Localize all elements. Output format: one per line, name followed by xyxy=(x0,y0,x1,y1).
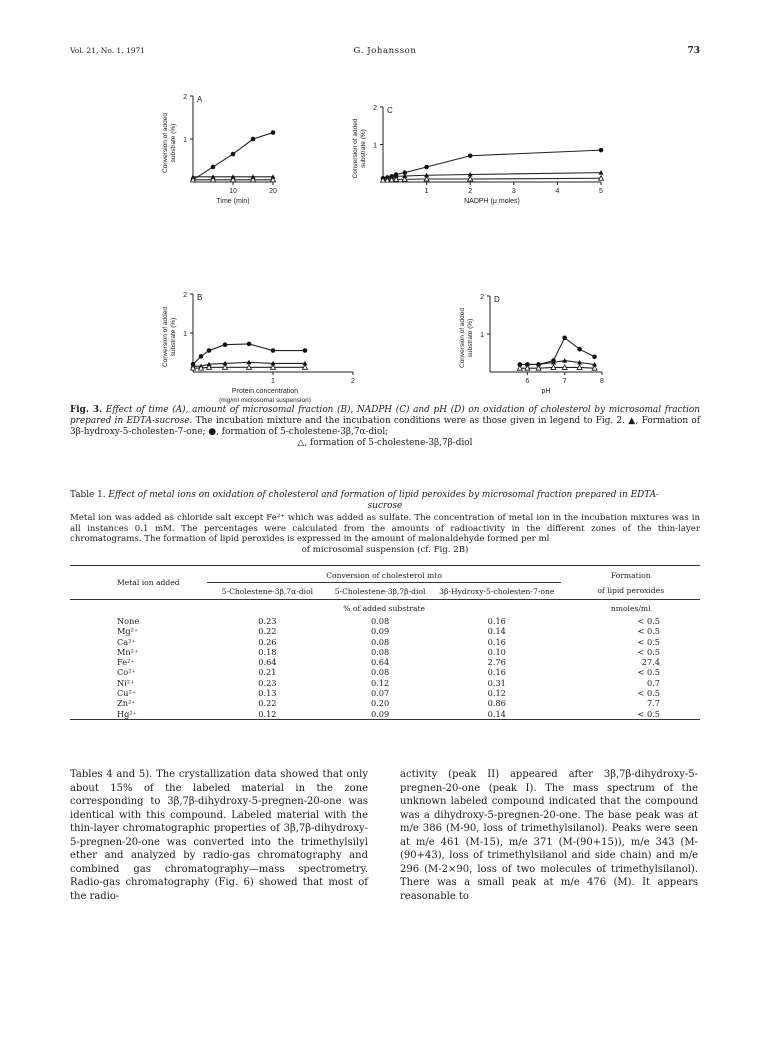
y-tick-label: 1 xyxy=(480,332,484,339)
x-tick-label: 1 xyxy=(271,378,275,385)
journal-volume: Vol. 21, No. 1, 1971 xyxy=(70,46,146,55)
cell-diol-7b: 0.09 xyxy=(370,708,390,719)
data-point-circle xyxy=(207,348,212,353)
cell-peroxides: < 0.5 xyxy=(637,636,660,647)
cell-ketone: 0.16 xyxy=(487,667,506,678)
table-title-text: Effect of metal ions on oxidation of cholesterol and formation of lipid peroxides by microsomal fraction prepared in EDTA- xyxy=(108,490,660,500)
cell-ion: Mn²⁺ xyxy=(117,646,139,657)
y-axis-sublabel-B: substrate (%) xyxy=(170,317,177,357)
table-row xyxy=(70,647,700,657)
x-axis-label-C: NADPH (μ moles) xyxy=(464,198,520,205)
page-number: 73 xyxy=(687,46,700,56)
cell-peroxides: 27.4 xyxy=(641,657,660,668)
cell-ketone: 0.10 xyxy=(487,646,506,657)
panel-letter-A: A xyxy=(197,95,203,104)
panel-letter-B: B xyxy=(197,293,203,302)
y-tick-label: 2 xyxy=(183,94,187,101)
x-tick-label: 6 xyxy=(525,378,530,385)
cell-ion: Fe²⁺ xyxy=(117,657,135,668)
data-point-circle xyxy=(592,355,597,360)
unit-nmol: nmoles/ml xyxy=(610,603,651,613)
y-tick-label: 1 xyxy=(183,137,187,144)
cell-diol-7b: 0.64 xyxy=(370,657,390,668)
x-tick-label: 7 xyxy=(562,378,567,385)
col-header-diol-7a: 5-Cholestene-3β,7α-diol xyxy=(207,583,328,600)
cell-ion: Cu²⁺ xyxy=(117,688,137,699)
cell-ion: Co²⁺ xyxy=(117,667,136,678)
table-row xyxy=(70,667,700,677)
table-row xyxy=(70,626,700,636)
table-legend-text: Metal ion was added as chloride salt except Fe²⁺ which was added as sulfate. The concentration of metal ion in the incubation mixtures was in all instances 0.1 mM. The percentages were calculated from the amounts of radioactivity in the different zones of the thin-layer chromatograms. The formation of lipid peroxides is expressed in the amount of malonaldehyde formed per ml xyxy=(70,513,700,545)
figure-caption xyxy=(70,405,700,449)
cell-diol-7b: 0.12 xyxy=(370,677,390,688)
y-tick-label: 2 xyxy=(373,105,377,112)
cell-diol-7a: 0.23 xyxy=(258,677,277,688)
cell-ion: None xyxy=(117,616,140,626)
table-row xyxy=(70,637,700,647)
cell-ion: Hg²⁺ xyxy=(117,708,137,719)
y-axis-label-D: Conversion of added xyxy=(459,308,466,368)
table-legend xyxy=(70,513,700,555)
cell-peroxides: < 0.5 xyxy=(637,667,660,678)
panel-letter-D: D xyxy=(494,295,500,304)
cell-diol-7a: 0.22 xyxy=(258,626,277,637)
col-header-formation-1: Formation xyxy=(610,570,651,580)
cell-peroxides: 7.7 xyxy=(646,698,660,709)
x-tick-label: 10 xyxy=(229,188,237,195)
cell-ketone: 0.16 xyxy=(487,616,506,626)
table-row xyxy=(70,688,700,698)
x-tick-label: 3 xyxy=(511,188,516,195)
x-tick-label: 4 xyxy=(555,188,560,195)
cell-ketone: 0.86 xyxy=(487,698,506,709)
caption-last-line: △, formation of 5-cholestene-3β,7β-diol xyxy=(297,438,473,448)
cell-peroxides: < 0.5 xyxy=(637,688,660,699)
y-axis-sublabel-C: substrate (%) xyxy=(360,129,367,168)
cell-ion: Zn²⁺ xyxy=(117,698,136,709)
cell-peroxides: < 0.5 xyxy=(637,646,660,657)
cell-ion: Ca²⁺ xyxy=(117,636,136,647)
data-point-circle xyxy=(468,153,473,158)
cell-ketone: 0.31 xyxy=(487,677,506,688)
cell-ketone: 0.14 xyxy=(487,708,506,719)
x-tick-label: 2 xyxy=(468,188,473,195)
table-row xyxy=(70,657,700,667)
table-row xyxy=(70,698,700,708)
cell-diol-7a: 0.18 xyxy=(258,646,277,657)
col-header-group: Conversion of cholesterol into xyxy=(326,570,442,580)
x-tick-label: 5 xyxy=(599,188,603,195)
y-axis-sublabel-D: substrate (%) xyxy=(467,318,474,358)
series-line-triangle xyxy=(520,361,595,365)
col-header-formation-2: of lipid peroxides xyxy=(597,586,665,596)
cell-diol-7a: 0.64 xyxy=(258,657,277,668)
series-line-circle xyxy=(520,338,595,365)
cell-diol-7b: 0.08 xyxy=(370,646,390,657)
data-point-circle xyxy=(211,165,216,170)
table-row xyxy=(70,709,700,720)
body-text-left: Tables 4 and 5). The crystallization data showed that only about 15% of the labeled material in the zone corresponding to 3β,7β-dihydroxy-5-pregnen-20-one was identical with this compound. Labeled material with the thin-layer chromatographic properties of 3β,7β-dihydroxy-5-pregnen-20-one was converted into the trimethylsilyl ether and analyzed by radio-gas chromatography and combined gas chromatography—mass spectrometry. Radio-gas chromatography (Fig. 6) showed that most of the radio- xyxy=(70,769,368,902)
series-line-open-triangle xyxy=(520,367,595,368)
author-name: G. Johansson xyxy=(353,46,417,56)
cell-diol-7a: 0.13 xyxy=(258,688,277,699)
cell-ketone: 0.14 xyxy=(487,626,506,637)
body-text-right: activity (peak II) appeared after 3β,7β-dihydroxy-5-pregnen-20-one (peak I). The mass spectrum of the unknown labeled compound indicated that the compound was a dihydroxy-5-pregnen-20-one. The base peak was at m/e 386 (M-90, loss of trimethylsilanol). Peaks were seen at m/e 461 (M-15), m/e 371 (M-(90+15)), m/e 343 (M-(90+43), loss of trimethylsilanol and side chain) and m/e 296 (M-2×90, loss of two molecules of trimethylsilanol). There was a small peak at m/e 476 (M). It appears reasonable to xyxy=(400,769,698,902)
metal-ion-table xyxy=(70,565,700,720)
table-legend-end: of microsomal suspension (cf. Fig. 2B) xyxy=(301,544,469,555)
cell-diol-7b: 0.09 xyxy=(370,626,390,637)
y-tick-label: 1 xyxy=(183,331,187,338)
cell-peroxides: 0.7 xyxy=(646,677,660,688)
y-tick-label: 2 xyxy=(480,294,484,301)
table-title-end: sucrose xyxy=(367,501,403,511)
cell-diol-7b: 0.07 xyxy=(370,688,390,699)
x-axis-label-D: pH xyxy=(541,388,551,395)
data-point-circle xyxy=(251,137,256,142)
x-tick-label: 20 xyxy=(269,188,277,195)
y-axis-sublabel-A: substrate (%) xyxy=(170,123,177,163)
cell-diol-7b: 0.08 xyxy=(370,616,390,626)
data-point-circle xyxy=(599,148,604,153)
x-tick-label: 2 xyxy=(351,378,355,385)
x-axis-sublabel-B: (mg/ml microsomal suspension) xyxy=(219,397,311,404)
cell-peroxides: < 0.5 xyxy=(637,708,660,719)
series-line-triangle xyxy=(383,173,601,178)
caption-label: Fig. 3. xyxy=(70,405,103,415)
cell-ketone: 0.16 xyxy=(487,636,506,647)
data-point-circle xyxy=(231,152,236,157)
data-point-circle xyxy=(303,348,308,353)
cell-diol-7b: 0.08 xyxy=(370,667,390,678)
y-tick-label: 2 xyxy=(183,292,187,299)
table-row xyxy=(70,616,700,626)
y-axis-label-C: Conversion of added xyxy=(352,118,359,179)
col-header-ion: Metal ion added xyxy=(117,578,180,587)
cell-diol-7a: 0.22 xyxy=(258,698,277,709)
cell-diol-7b: 0.20 xyxy=(370,698,390,709)
x-tick-label: 1 xyxy=(424,188,429,195)
col-header-ketone: 3β-Hydroxy-5-cholesten-7-one xyxy=(432,583,561,600)
cell-ion: Ni²⁺ xyxy=(117,677,135,688)
table-title xyxy=(70,490,700,512)
cell-diol-7b: 0.08 xyxy=(370,636,390,647)
caption-text: The incubation mixture and the incubation conditions were as those given in legend to Fig. 2. ▲, Formation of 3β-hydroxy-5-cholesten-7-one; ●, formation of 5-cholestene-3β,7α-diol; xyxy=(70,416,700,437)
cell-diol-7a: 0.21 xyxy=(258,667,277,678)
y-axis-label-B: Conversion of added xyxy=(162,307,169,367)
cell-peroxides: < 0.5 xyxy=(637,626,660,637)
panel-letter-C: C xyxy=(387,106,393,115)
x-axis-label-A: Time (min) xyxy=(216,198,250,205)
data-point-circle xyxy=(199,354,204,359)
table-row xyxy=(70,678,700,688)
y-tick-label: 1 xyxy=(373,142,377,150)
series-line-open-triangle xyxy=(383,178,601,180)
cell-diol-7a: 0.23 xyxy=(258,616,277,626)
cell-ketone: 0.12 xyxy=(487,688,506,699)
col-header-diol-7b: 5-Cholestene-3β,7β-diol xyxy=(328,583,432,600)
y-axis-label-A: Conversion of added xyxy=(162,113,169,173)
data-point-circle xyxy=(247,342,252,347)
table-label: Table 1. xyxy=(70,490,106,500)
data-point-circle xyxy=(424,165,429,170)
data-point-circle xyxy=(223,342,228,347)
data-point-circle xyxy=(271,130,276,135)
cell-peroxides: < 0.5 xyxy=(637,616,660,626)
x-tick-label: 8 xyxy=(600,378,604,385)
x-axis-label-B: Protein concentration xyxy=(231,388,299,395)
cell-diol-7a: 0.26 xyxy=(258,636,277,647)
caption-title: Effect of time (A), amount of microsomal fraction (B), NADPH (C) and pH (D) on oxidation of cholesterol by microsomal fraction prepared in EDTA-sucrose. xyxy=(70,405,700,426)
data-point-circle xyxy=(271,348,276,353)
figure-3 xyxy=(0,0,768,420)
data-point-circle xyxy=(577,347,582,352)
data-point-circle xyxy=(562,336,567,341)
cell-diol-7a: 0.12 xyxy=(258,708,277,719)
unit-percent: % of added substrate xyxy=(343,603,425,613)
figure-3-svg xyxy=(0,0,768,420)
cell-ion: Mg²⁺ xyxy=(117,626,139,637)
cell-ketone: 2.76 xyxy=(487,657,506,668)
